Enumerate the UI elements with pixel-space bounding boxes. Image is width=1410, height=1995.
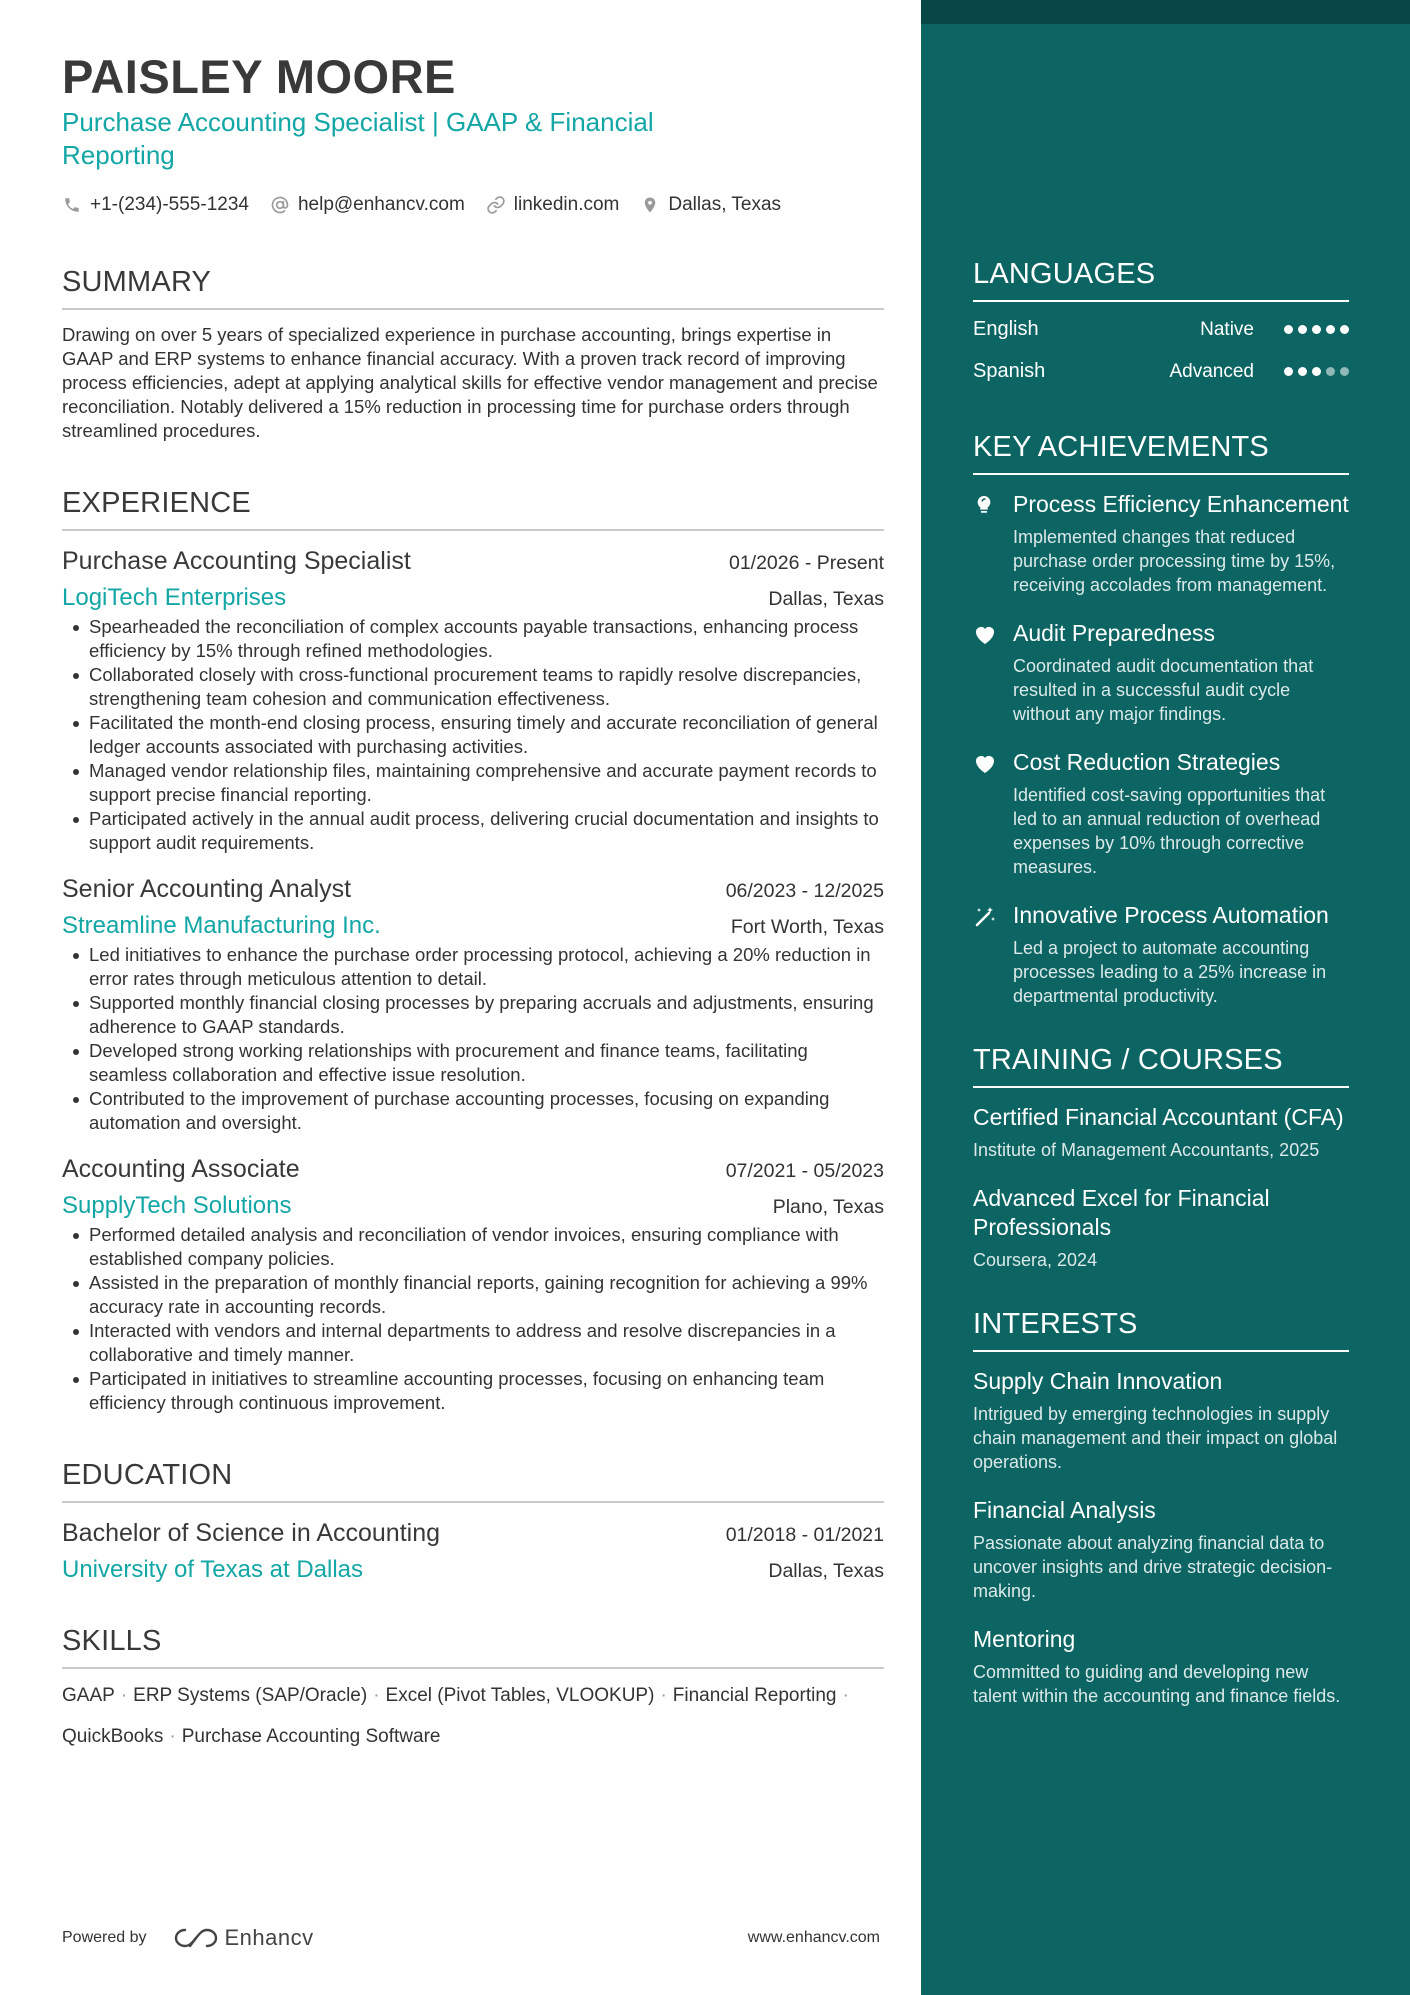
education-section [62,1459,884,1585]
interest-item [973,1625,1349,1708]
language-rating [1284,367,1349,376]
contact-linkedin[interactable] [486,194,620,216]
job-location: Plano, Texas [772,1196,884,1218]
job-entry [62,1153,884,1415]
contact-location-text: Dallas, Texas [668,194,782,215]
summary-heading: SUMMARY [62,266,884,310]
achievement-item [973,490,1349,597]
job-dates: 07/2021 - 05/2023 [725,1160,884,1182]
job-bullet: Participated in initiatives to streamline accounting processes, focusing on enhancing team efficiency through continuous improvement. [62,1367,884,1415]
job-bullet: Collaborated closely with cross-functional procurement teams to rapidly resolve discrepancies, strengthening team cohesion and communication effectiveness. [62,663,884,711]
achievement-desc: Implemented changes that reduced purchase order processing time by 15%, receiving accolades from management. [1013,527,1336,595]
rating-dot-filled [1298,367,1307,376]
job-bullet: Performed detailed analysis and reconciliation of vendor invoices, ensuring compliance with established company policies. [62,1223,884,1271]
job-bullet: Contributed to the improvement of purchase accounting processes, focusing on expanding automation and oversight. [62,1087,884,1135]
skill-item: GAAP [62,1685,115,1706]
languages-section [973,258,1349,395]
interest-desc: Committed to guiding and developing new talent within the accounting and finance fields. [973,1662,1341,1706]
achievement-title: Process Efficiency Enhancement [1013,491,1349,517]
link-icon [486,195,506,215]
main-column [62,50,884,1757]
job-bullet: Interacted with vendors and internal departments to address and resolve discrepancies in a collaborative and timely manner. [62,1319,884,1367]
job-entry [62,545,884,855]
skill-separator: · [660,1685,667,1706]
enhancv-brand-text: Enhancv [224,1925,314,1950]
job-dates: 06/2023 - 12/2025 [725,880,884,902]
interest-item [973,1496,1349,1603]
lightbulb-icon [973,490,1013,597]
experience-heading: EXPERIENCE [62,487,884,531]
language-level: Native [1200,318,1254,340]
job-bullet: Participated actively in the annual audit process, delivering crucial documentation and insights to support audit requirements. [62,807,884,855]
job-role: Senior Accounting Analyst [62,875,352,903]
job-company: Streamline Manufacturing Inc. [62,912,381,939]
course-provider: Institute of Management Accountants, 2025 [973,1140,1320,1160]
job-bullet: Led initiatives to enhance the purchase order processing protocol, achieving a 20% reduction in error rates through meticulous attention to detail. [62,943,884,991]
rating-dot-filled [1340,325,1349,334]
enhancv-logo[interactable] [173,1925,314,1951]
achievement-desc: Led a project to automate accounting processes leading to a 25% increase in departmental productivity. [1013,938,1327,1006]
skill-separator: · [842,1685,849,1706]
achievement-item [973,901,1349,1008]
job-location: Dallas, Texas [768,588,884,610]
powered-by [62,1925,314,1951]
website-link[interactable]: www.enhancv.com [747,1929,880,1946]
course-provider: Coursera, 2024 [973,1250,1098,1270]
course-item [973,1103,1349,1162]
training-section [973,1044,1349,1272]
enhancv-logo-icon [173,1926,219,1950]
sidebar-content [973,258,1349,1748]
achievement-desc: Coordinated audit documentation that resulted in a successful audit cycle without any major findings. [1013,656,1314,724]
skill-separator: · [120,1685,128,1706]
sidebar-top-band [921,0,1410,24]
skill-separator: · [169,1726,176,1747]
interests-heading: INTERESTS [973,1308,1349,1352]
rating-dot-filled [1284,325,1293,334]
skill-item: Purchase Accounting Software [181,1726,441,1747]
experience-section [62,487,884,1415]
contact-bar [62,194,884,216]
language-name: Spanish [973,360,1046,382]
job-dates: 01/2026 - Present [728,552,884,574]
heart-icon [973,619,1013,726]
rating-dot-empty [1340,367,1349,376]
candidate-name: PAISLEY MOORE [62,50,456,103]
contact-phone[interactable] [62,194,249,216]
job-company: SupplyTech Solutions [62,1192,292,1219]
contact-email[interactable] [270,194,465,216]
job-bullet: Facilitated the month-end closing process, ensuring timely and accurate reconciliation of general ledger accounts associated with purchasing activities. [62,711,884,759]
rating-dot-filled [1284,367,1293,376]
education-degree: Bachelor of Science in Accounting [62,1519,441,1547]
job-entry [62,873,884,1135]
interest-item [973,1367,1349,1474]
education-dates: 01/2018 - 01/2021 [725,1524,884,1546]
contact-phone-text: +1-(234)-555-1234 [90,194,249,215]
skills-heading: SKILLS [62,1625,884,1669]
sidebar [921,0,1410,1995]
rating-dot-empty [1326,367,1335,376]
contact-email-text: help@enhancv.com [297,194,465,215]
interest-title: Financial Analysis [973,1497,1156,1523]
skill-item: Financial Reporting [672,1685,837,1706]
language-level: Advanced [1169,360,1254,382]
language-row [973,348,1349,395]
course-title: Certified Financial Accountant (CFA) [973,1104,1344,1130]
location-pin-icon [640,195,660,215]
job-role: Accounting Associate [62,1155,300,1183]
skill-separator: · [373,1685,380,1706]
achievement-title: Cost Reduction Strategies [1013,749,1281,775]
education-heading: EDUCATION [62,1459,884,1503]
contact-location [640,194,781,216]
skill-item: QuickBooks [62,1726,164,1747]
contact-linkedin-text: linkedin.com [513,194,620,215]
skill-item: Excel (Pivot Tables, VLOOKUP) [385,1685,655,1706]
job-bullet: Developed strong working relationships with procurement and finance teams, facilitating seamless collaboration and effective issue resolution. [62,1039,884,1087]
achievement-desc: Identified cost-saving opportunities that led to an annual reduction of overhead expenses by 10% through corrective measures. [1013,785,1326,877]
rating-dot-filled [1312,325,1321,334]
at-icon [270,195,290,215]
language-name: English [973,318,1039,340]
powered-by-label: Powered by [62,1929,147,1946]
job-bullet: Spearheaded the reconciliation of complex accounts payable transactions, enhancing process efficiency by 15% through refined methodologies. [62,615,884,663]
job-role: Purchase Accounting Specialist [62,547,411,575]
summary-text: Drawing on over 5 years of specialized experience in purchase accounting, brings expertise in GAAP and ERP systems to enhance financial accuracy. With a proven track record of improving process efficiencies, adept at applying analytical skills for effective vendor management and precise reconciliation. Notably delivered a 15% reduction in processing time for purchase orders through streamlined procedures. [62,324,878,441]
skills-list [62,1675,884,1757]
interest-desc: Intrigued by emerging technologies in supply chain management and their impact on global operations. [973,1404,1338,1472]
job-bullet: Supported monthly financial closing processes by preparing accruals and adjustments, ensuring adherence to GAAP standards. [62,991,884,1039]
phone-icon [62,195,82,215]
language-rating [1284,325,1349,334]
achievement-title: Audit Preparedness [1013,620,1216,646]
interest-title: Mentoring [973,1626,1076,1652]
achievement-item [973,619,1349,726]
achievement-item [973,748,1349,879]
languages-list [973,311,1349,395]
rating-dot-filled [1312,367,1321,376]
candidate-title: Purchase Accounting Specialist | GAAP & Financial Reporting [62,107,654,170]
job-company: LogiTech Enterprises [62,584,287,611]
summary-section [62,266,884,443]
magic-wand-icon [973,901,1013,1008]
rating-dot-filled [1326,325,1335,334]
education-school: University of Texas at Dallas [62,1556,364,1583]
language-row [973,311,1349,348]
education-entry [62,1517,884,1585]
achievements-section [973,431,1349,1008]
languages-heading: LANGUAGES [973,258,1349,302]
job-bullets [62,943,884,1135]
education-location: Dallas, Texas [768,1560,884,1582]
job-bullet: Managed vendor relationship files, maintaining comprehensive and accurate payment records to support precise financial reporting. [62,759,884,807]
footer [62,1925,884,1951]
skill-item: ERP Systems (SAP/Oracle) [133,1685,368,1706]
job-bullets [62,615,884,855]
skills-section [62,1625,884,1757]
achievements-heading: KEY ACHIEVEMENTS [973,431,1349,475]
job-location: Fort Worth, Texas [730,916,884,938]
rating-dot-filled [1298,325,1307,334]
interests-section [973,1308,1349,1708]
course-title: Advanced Excel for Financial Professionals [973,1185,1270,1240]
interest-title: Supply Chain Innovation [973,1368,1223,1394]
job-bullets [62,1223,884,1415]
job-bullet: Assisted in the preparation of monthly financial reports, gaining recognition for achieving a 99% accuracy rate in accounting records. [62,1271,884,1319]
course-item [973,1184,1349,1272]
training-heading: TRAINING / COURSES [973,1044,1349,1088]
achievement-title: Innovative Process Automation [1013,902,1329,928]
interest-desc: Passionate about analyzing financial data to uncover insights and drive strategic decision-making. [973,1533,1333,1601]
heart-icon [973,748,1013,879]
